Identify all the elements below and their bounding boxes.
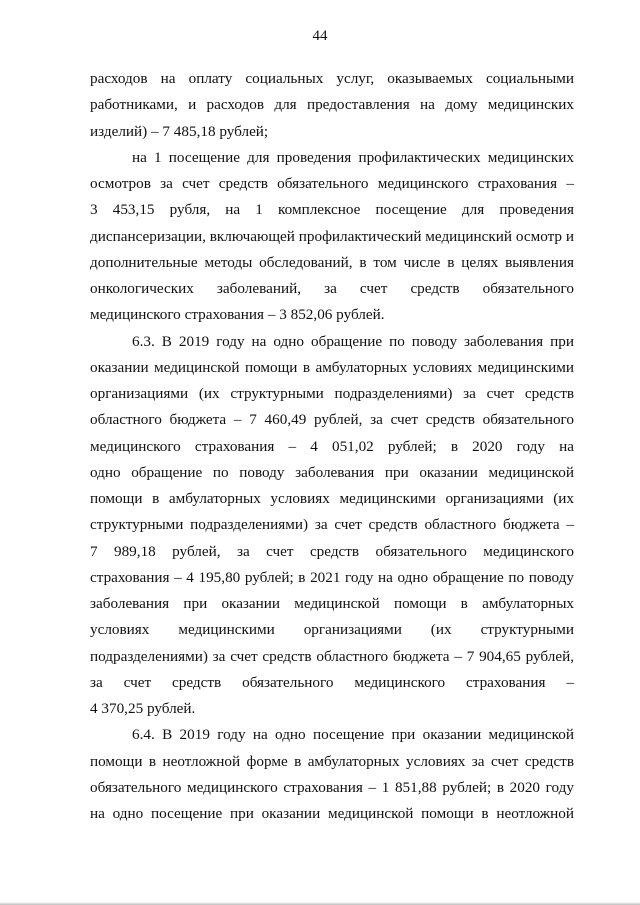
text-line: заболевания при оказании медицинской помощи в амбулаторных: [90, 595, 574, 612]
text-line: оказании медицинской помощи в амбулаторных условиях медицинскими: [90, 358, 574, 376]
text-line: 6.4. В 2019 году на одно посещение при оказании медицинской: [132, 726, 574, 744]
page-number: 44: [312, 28, 328, 44]
text-line: помощи в амбулаторных условиях медицинскими организациями (их: [90, 490, 574, 507]
text-line: диспансеризации, включающей профилактический медицинский осмотр и: [90, 227, 574, 245]
text-line: осмотров за счет средств обязательного медицинского страхования –: [90, 175, 574, 192]
text-line: расходов на оплату социальных услуг, оказываемых социальными: [90, 70, 574, 87]
text-line: изделий) – 7 485,18 рублей;: [90, 122, 269, 140]
text-line: областного бюджета – 7 460,49 рублей, за счет средств обязательного: [90, 411, 574, 429]
text-line: 4 370,25 рублей.: [90, 700, 196, 717]
text-line: на 1 посещение для проведения профилактических медицинских: [132, 148, 574, 166]
text-line: 7 989,18 рублей, за счет средств обязательного медицинского: [90, 542, 574, 560]
text-line: дополнительные методы обследований, в том числе в целях выявления: [90, 253, 574, 271]
text-line: на одно посещение при оказании медицинской помощи в неотложной: [90, 805, 574, 822]
text-line: онкологических заболеваний, за счет средств обязательного: [90, 280, 574, 297]
text-line: медицинского страхования – 3 852,06 рублей.: [90, 306, 385, 324]
text-line: структурными подразделениями) за счет средств областного бюджета –: [90, 516, 574, 534]
text-line: работниками, и расходов для предоставления на дому медицинских: [90, 96, 574, 114]
text-line: помощи в неотложной форме в амбулаторных условиях за счет средств: [90, 752, 574, 770]
text-line: 6.3. В 2019 году на одно обращение по поводу заболевания при: [132, 332, 574, 350]
body-text: [90, 66, 574, 827]
text-line: одно обращение по поводу заболевания при оказании медицинской: [90, 463, 574, 481]
text-line: медицинского страхования – 4 051,02 рублей; в 2020 году на: [90, 437, 574, 455]
text-line: за счет средств обязательного медицинского страхования –: [90, 673, 574, 691]
text-line: 3 453,15 рубля, на 1 комплексное посещение для проведения: [90, 201, 574, 219]
text-line: страхования – 4 195,80 рублей; в 2021 году на одно обращение по поводу: [90, 568, 574, 586]
text-line: обязательного медицинского страхования – 1 851,88 рублей; в 2020 году: [90, 778, 574, 796]
text-line: подразделениями) за счет средств областного бюджета – 7 904,65 рублей,: [90, 647, 574, 665]
text-line: организациями (их структурными подразделениями) за счет средств: [90, 385, 574, 402]
text-line: условиях медицинскими организациями (их структурными: [90, 621, 574, 639]
